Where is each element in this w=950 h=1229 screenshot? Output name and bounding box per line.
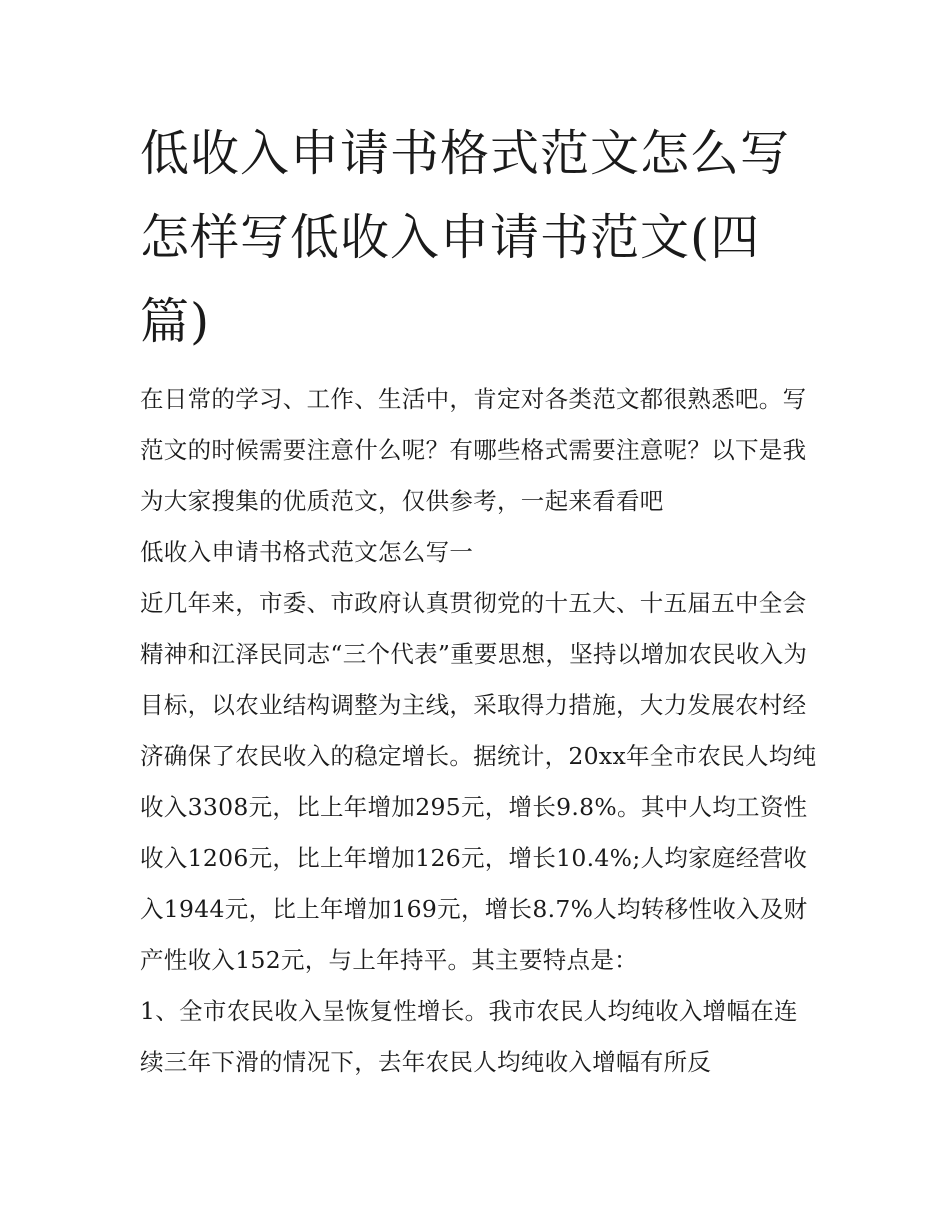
- document-page: [140, 112, 820, 1088]
- intro-paragraph: 在日常的学习、工作、生活中，肯定对各类范文都很熟悉吧。写范文的时候需要注意什么呢？有哪些格式需要注意呢？以下是我为大家搜集的优质范文，仅供参考，一起来看看吧: [140, 385, 807, 515]
- body-paragraph: 近几年来，市委、市政府认真贯彻党的十五大、十五届五中全会精神和江泽民同志“三个代表”重要思想，坚持以增加农民收入为目标，以农业结构调整为主线，采取得力措施，大力发展农村经济确保了农民收入的稳定增长。据统计，20xx年全市农民人均纯收入3308元，比上年增加295元，增长9.8%。其中人均工资性收入1206元，比上年增加126元，增长10.4%;人均家庭经营收入1944元，比上年增加169元，增长8.7%人均转移性收入及财产性收入152元，与上年持平。其主要特点是：: [140, 589, 817, 974]
- document-body: [140, 374, 820, 1088]
- body-paragraph: 1、全市农民收入呈恢复性增长。我市农民人均纯收入增幅在连续三年下滑的情况下，去年农民人均纯收入增幅有所反: [140, 997, 798, 1076]
- document-title: 低收入申请书格式范文怎么写怎样写低收入申请书范文(四篇): [140, 125, 791, 350]
- section-heading: 低收入申请书格式范文怎么写一: [140, 538, 474, 566]
